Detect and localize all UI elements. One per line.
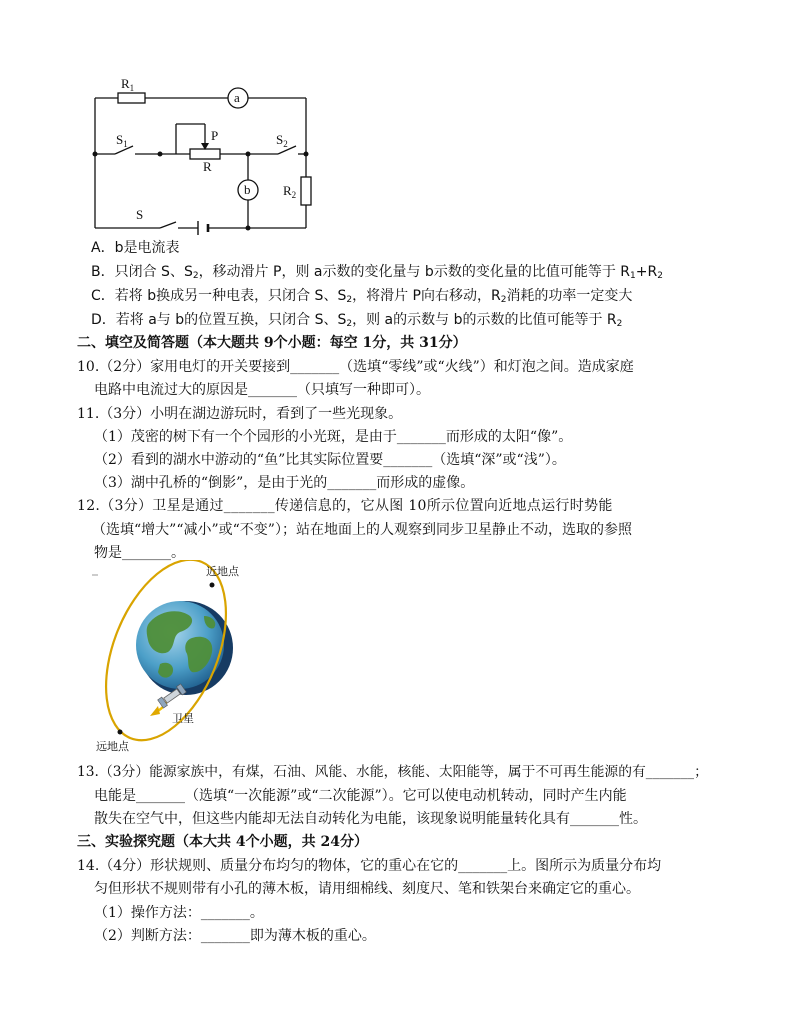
- circuit-diagram: [0, 0, 794, 240]
- q11-line-4: （3）湖中孔桥的“倒影”，是由于光的_______而形成的虚像。: [94, 475, 475, 491]
- q13-line-3: 散失在空气中，但这些内能却无法自动转化为电能，该现象说明能量转化具有_______性。: [94, 811, 647, 827]
- label-meter-a: a: [234, 90, 240, 105]
- continent: [158, 663, 173, 678]
- label-r2-sub: 2: [291, 190, 297, 200]
- option-d: [91, 310, 622, 334]
- q14-line-3: （1）操作方法：_______。: [94, 905, 264, 921]
- option-d-text-2: ，则 a的示数与 b的示数的比值可能等于 R: [352, 312, 617, 328]
- q12-line-1: 12.（3分）卫星是通过_______传递信息的，它从图 10所示位置向近地点运行时势能: [77, 498, 613, 514]
- q14-line-2: 匀但形状不规则带有小孔的薄木板，请用细棉线、刻度尺、笔和铁架台来确定它的重心。: [94, 881, 640, 897]
- q13-line-2: 电能是_______（选填“一次能源”或“二次能源”）。它可以使电动机转动，同时产生内能: [94, 788, 627, 804]
- label-r1: R: [121, 76, 130, 91]
- option-b-sub-2: 1: [630, 271, 636, 281]
- far-point-label: 远地点: [96, 741, 129, 753]
- q10-line-2: 电路中电流过大的原因是_______（只填写一种即可）。: [94, 382, 430, 398]
- label-r1-sub: 1: [129, 83, 135, 93]
- q12-line-3: 物是_______。: [94, 545, 185, 561]
- option-a: [91, 238, 179, 258]
- orbit-arrow-head: [150, 706, 160, 716]
- option-b: [91, 262, 663, 286]
- q14-line-4: （2）判断方法：_______即为薄木板的重心。: [94, 928, 376, 944]
- label-s2: S: [276, 132, 284, 147]
- near-point-dot: [210, 583, 215, 588]
- label-s1-sub: 1: [123, 139, 128, 149]
- option-c-text-1: C．若将 b换成另一种电表，只闭合 S、S: [91, 288, 347, 304]
- q11-line-1: 11.（3分）小明在湖边游玩时，看到了一些光现象。: [77, 406, 403, 422]
- q12-line-2: （选填“增大”“减小”或“不变”）；站在地面上的人观察到同步卫星静止不动，选取的参照: [92, 522, 632, 538]
- option-b-text-2: ，移动滑片 P，则 a示数的变化量与 b示数的变化量的比值可能等于 R: [198, 264, 630, 280]
- satellite-label: 卫星: [172, 713, 194, 725]
- q14-line-1: 14.（4分）形状规则、质量分布均匀的物体，它的重心在它的_______上。图所示为质量分布均: [77, 858, 662, 874]
- label-r: R: [203, 159, 212, 174]
- option-d-text-1: D．若将 a与 b的位置互换，只闭合 S、S: [91, 312, 347, 328]
- label-s1: S: [116, 132, 124, 147]
- label-p: P: [211, 128, 219, 143]
- label-s: S: [136, 207, 144, 222]
- resistor-r2: [301, 177, 311, 205]
- section-2-heading: 二、填空及简答题（本大题共 9个小题：每空 1分，共 31分）: [77, 335, 467, 351]
- option-c: [91, 286, 632, 310]
- option-c-text-3: 消耗的功率一定变大: [506, 288, 633, 304]
- rheostat-r: [190, 149, 220, 159]
- q11-line-3: （2）看到的湖水中游动的“鱼”比其实际位置要_______（选填“深”或“浅”）。: [94, 452, 566, 468]
- option-b-text-3: +R: [635, 264, 658, 280]
- section-3-heading: 三、实验探究题（本大共 4个小题，共 24分）: [77, 834, 368, 850]
- option-b-sub-1: 2: [192, 271, 199, 281]
- svg-text:R2: [283, 183, 296, 200]
- option-c-sub-2: 2: [500, 295, 507, 305]
- option-c-text-2: ，将滑片 P向右移动，R: [352, 288, 501, 304]
- orbit-figure: [0, 560, 794, 760]
- option-c-sub-1: 2: [346, 295, 353, 305]
- resistor-r1: [118, 93, 145, 103]
- label-s2-sub: 2: [283, 139, 288, 149]
- q13-line-1: 13.（3分）能源家族中，有煤，石油、风能、水能，核能、太阳能等，属于不可再生能源的有_______；: [77, 764, 708, 780]
- option-b-text-1: B．只闭合 S、S: [91, 264, 193, 280]
- option-d-sub-2: 2: [616, 319, 623, 329]
- svg-text:R1: [121, 76, 134, 93]
- option-a-text: A．b是电流表: [91, 240, 180, 256]
- q11-line-2: （1）茂密的树下有一个个园形的小光斑，是由于_______而形成的太阳“像”。: [94, 429, 573, 445]
- svg-text:S2: [276, 132, 288, 149]
- option-b-sub-3: 2: [657, 271, 663, 281]
- label-meter-b: b: [244, 182, 251, 197]
- label-r2: R: [283, 183, 292, 198]
- q10-line-1: 10.（2分）家用电灯的开关要接到_______（选填“零线”或“火线”）和灯泡之间。造成家庭: [77, 359, 634, 375]
- option-d-sub-1: 2: [346, 319, 353, 329]
- near-point-label: 近地点: [206, 566, 239, 578]
- far-point-dot: [118, 730, 123, 735]
- svg-text:S1: [116, 132, 128, 149]
